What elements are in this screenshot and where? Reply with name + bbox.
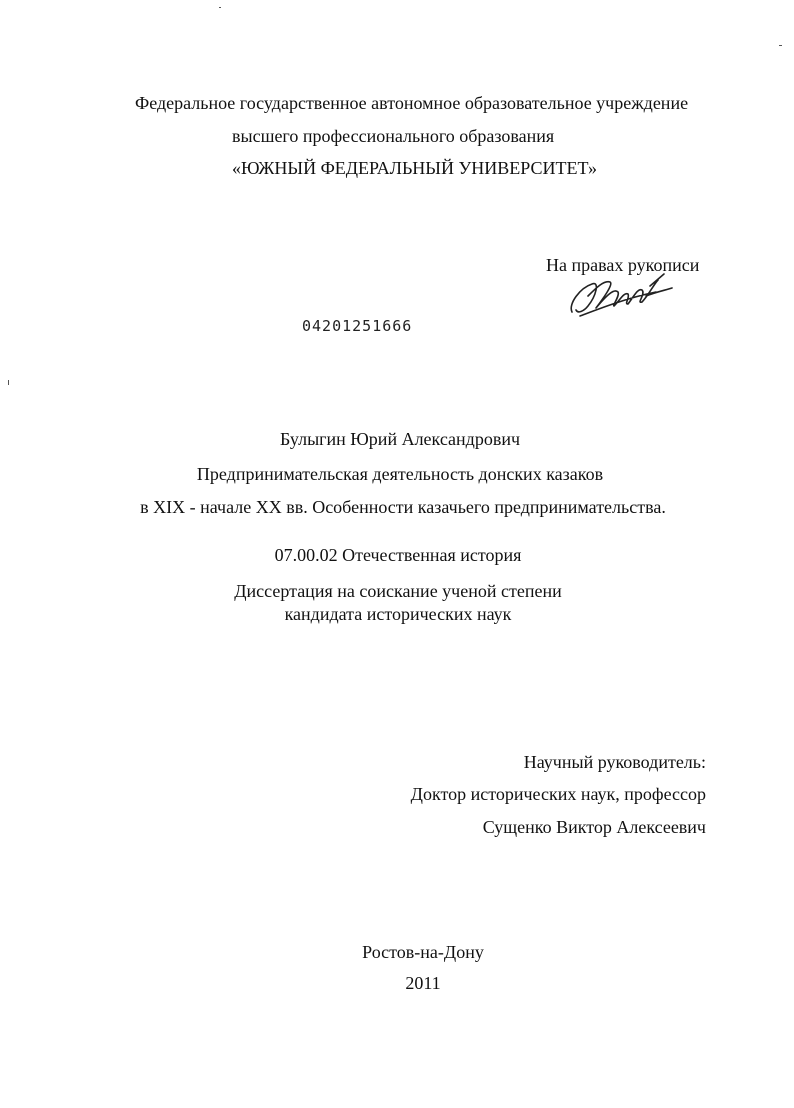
scan-speck [779,45,782,46]
supervisor-name: Сущенко Виктор Алексеевич [482,817,706,837]
supervisor-title: Доктор исторических наук, профессор [410,784,706,804]
dissertation-title-line-1: Предпринимательская деятельность донских казаков [196,464,604,484]
university-name: «ЮЖНЫЙ ФЕДЕРАЛЬНЫЙ УНИВЕРСИТЕТ» [232,158,598,178]
handwritten-signature [566,266,676,326]
specialty: 07.00.02 Отечественная история [274,545,522,565]
scan-speck [8,380,9,385]
degree-line-2: кандидата исторических наук [284,604,512,624]
supervisor-heading: Научный руководитель: [523,752,706,772]
city: Ростов-на-Дону [362,942,484,962]
rights-note: На правах рукописи [546,255,700,275]
author-name: Булыгин Юрий Александрович [279,429,521,449]
archive-stamp-number: 04201251666 [302,317,413,335]
institution-line-2: высшего профессионального образования [232,126,555,146]
year: 2011 [405,973,441,993]
scan-speck [219,7,221,8]
degree-line-1: Диссертация на соискание ученой степени [234,581,562,601]
dissertation-title-line-2: в XIX - начале XX вв. Особенности казачьего предпринимательства. [140,497,666,517]
institution-line-1: Федеральное государственное автономное образовательное учреждение [135,93,689,113]
